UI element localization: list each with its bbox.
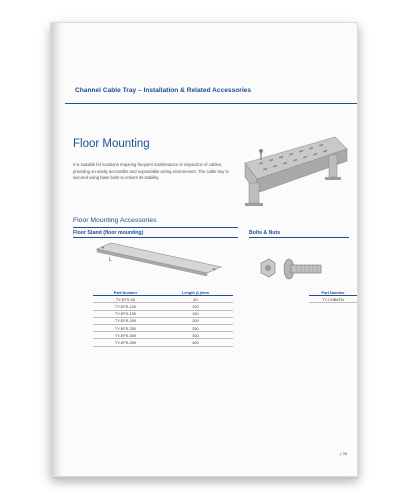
section-title: Floor Mounting <box>73 138 150 150</box>
length-cell: 300 <box>158 332 233 339</box>
section-description: It is suitable for locations requiring frequent maintenance or inspection of cables, providing an easily accessible and expandable wiring environment. The cable tray is secured using base bolts to ensure its stability. <box>73 162 229 181</box>
part-number-cell: TY-EFS-250 <box>93 324 158 331</box>
table-row <box>93 339 233 346</box>
table-row <box>93 310 233 317</box>
length-cell: 100 <box>158 303 233 310</box>
table-row <box>93 296 233 303</box>
part-number-cell: TY-CHB&FN <box>309 296 357 303</box>
length-cell: 50 <box>158 296 233 303</box>
table-header: Part Number <box>93 289 158 296</box>
table-row <box>93 324 233 331</box>
bolts-nuts-illustration <box>251 249 331 293</box>
dimension-label: L <box>109 257 112 263</box>
bolts-table <box>309 289 357 303</box>
length-cell: 250 <box>158 324 233 331</box>
table-header: Length (L)/mm <box>158 289 233 296</box>
accessories-title: Floor Mounting Accessories <box>73 217 157 224</box>
part-number-cell: TY-EFS-200 <box>93 317 158 324</box>
part-number-cell: TY-EFS-100 <box>93 303 158 310</box>
header-title: Channel Cable Tray – Installation & Related Accessories <box>75 87 252 94</box>
page-number-value: 35 <box>342 451 347 456</box>
floor-stand-table <box>93 289 233 347</box>
table-row <box>93 303 233 310</box>
header-band <box>65 83 357 104</box>
accessories-rule <box>73 227 238 228</box>
length-cell: 150 <box>158 310 233 317</box>
cable-tray-illustration <box>239 123 349 215</box>
part-number-cell: TY-EFS-150 <box>93 310 158 317</box>
table-row <box>309 296 357 303</box>
length-cell: 200 <box>158 317 233 324</box>
page-number: | 35 <box>340 451 347 456</box>
bolts-rule <box>249 237 349 238</box>
table-row <box>93 332 233 339</box>
catalog-page <box>50 22 358 477</box>
part-number-cell: TY-EFS-50 <box>93 296 158 303</box>
part-number-cell: TY-EFS-300 <box>93 332 158 339</box>
page-binding <box>51 23 63 476</box>
table-row <box>93 317 233 324</box>
floor-stand-title: Floor Stand (floor mounting) <box>73 230 144 236</box>
bolts-title: Bolts & Nuts <box>249 230 281 236</box>
table-header: Part Number <box>309 289 357 296</box>
part-number-cell: TY-EFS-400 <box>93 339 158 346</box>
length-cell: 400 <box>158 339 233 346</box>
floor-stand-illustration <box>91 237 231 281</box>
